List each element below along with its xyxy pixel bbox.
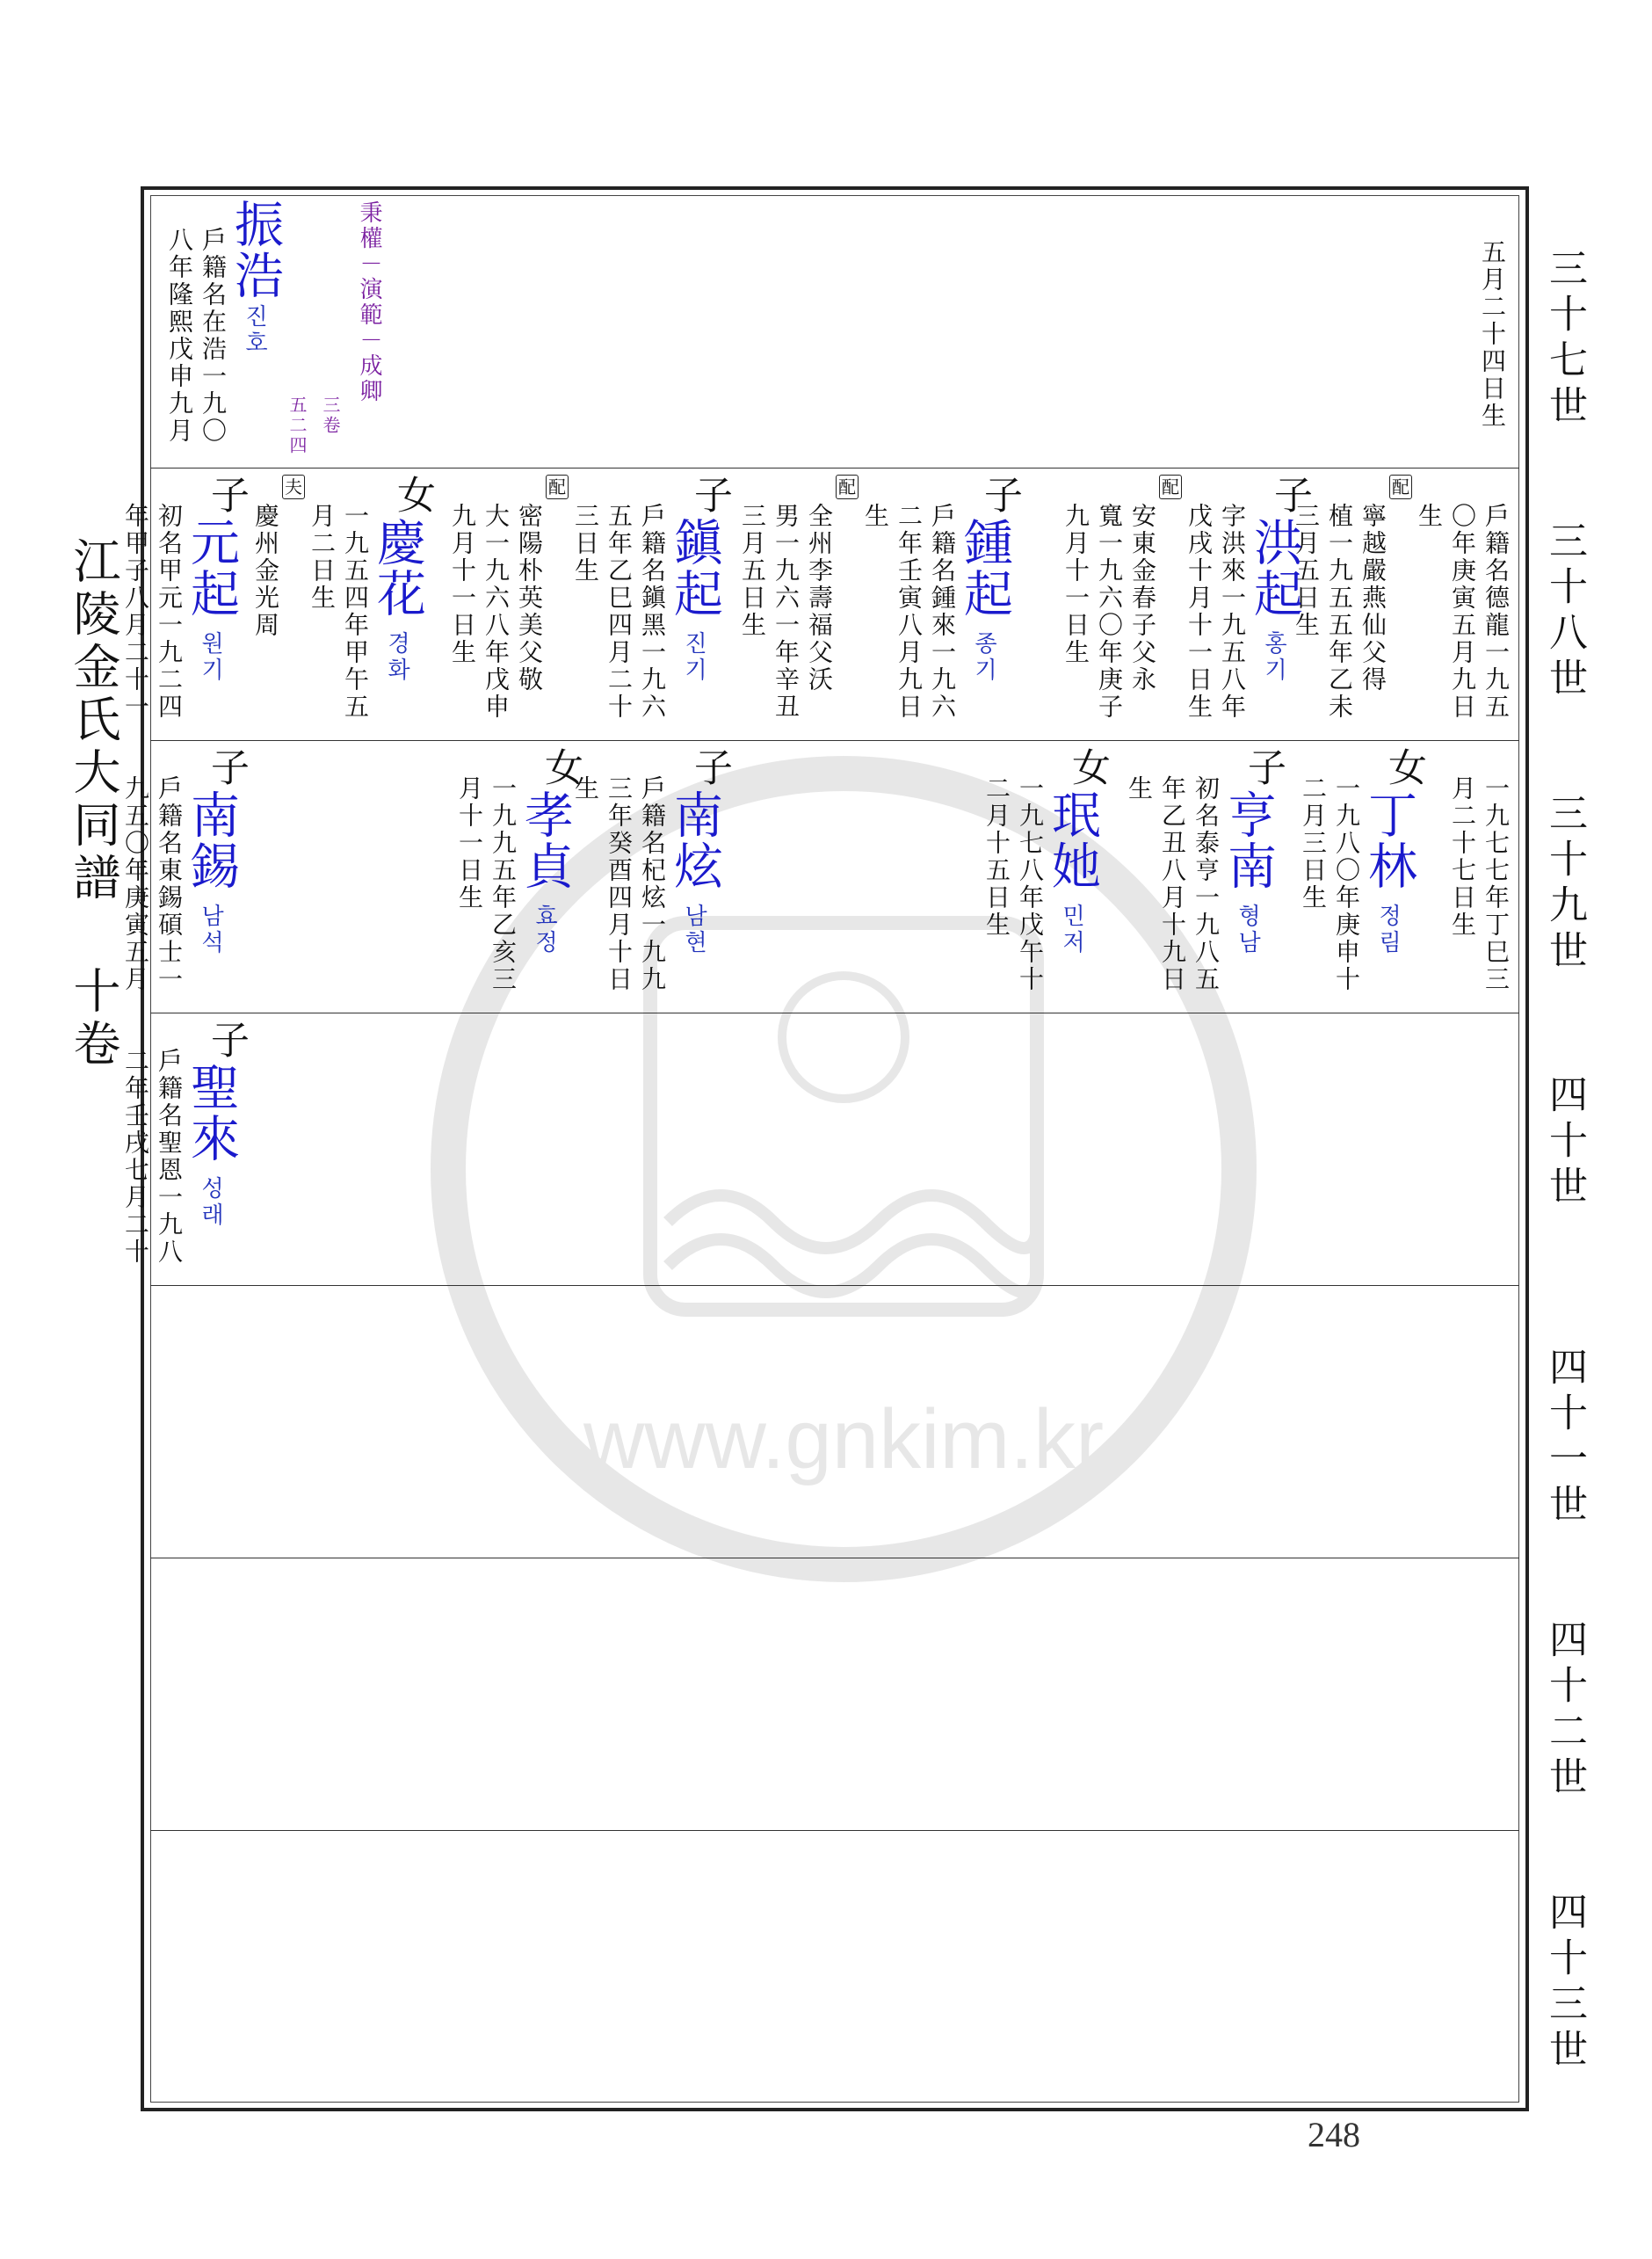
person-entry [1059, 468, 1317, 740]
record-text: 一九五四年甲午五 [341, 503, 370, 721]
relation-label: 子 [1267, 475, 1312, 513]
spouse-text: 寬一九六〇年庚子 [1095, 503, 1124, 721]
spouse-text: 大一九六八年戊申 [482, 503, 511, 721]
record-text: 戶籍名杞炫一九九 [638, 775, 667, 993]
person-name: 元起 [183, 517, 240, 619]
record-text: 字洪來一九五八年 [1218, 503, 1247, 721]
generation-label: 四十一世 [1542, 1347, 1587, 1529]
record-text: 戶籍名鍾來一九六 [928, 503, 957, 721]
relation-label: 子 [977, 475, 1022, 513]
person-name: 珉她 [1044, 789, 1101, 891]
spouse-badge: 夫 [282, 475, 305, 499]
relation-label: 女 [538, 747, 583, 786]
record-text: 戶籍名在浩一九〇 [199, 227, 228, 445]
person-entry [980, 740, 1115, 1013]
record-text: 三年癸酉四月十日 [605, 775, 634, 993]
person-name: 鍾起 [956, 517, 1013, 619]
record-text: 生 [861, 503, 890, 530]
record-text: 年乙丑八月十九日 [1158, 775, 1187, 993]
person-entry [1289, 468, 1512, 740]
record-text: 二月三日生 [1299, 775, 1328, 912]
person-name-hangul: 효정 [531, 904, 558, 956]
record-text: 九五〇年庚寅五月 [121, 775, 150, 993]
spouse-text: 植一九五五年乙未 [1325, 503, 1354, 721]
spouse-text: 三月五日生 [738, 503, 767, 639]
generation-label: 三十七世 [1542, 248, 1587, 431]
book-title: 江陵金氏大同譜 十卷 [66, 536, 121, 1071]
record-text: 生 [571, 775, 600, 803]
person-name-hangul: 민저 [1058, 904, 1085, 956]
relation-label: 子 [1241, 747, 1286, 786]
person-entry [1446, 740, 1512, 1013]
person-entry [119, 468, 254, 740]
record-text: 三日生 [571, 503, 600, 585]
record-text: 初名甲元一九二四 [155, 503, 184, 721]
spouse-text: 密陽朴英美父敬 [515, 503, 544, 694]
volume-ref: 三卷 [320, 396, 341, 436]
record-text: 戶籍名德龍一九五 [1482, 503, 1511, 721]
lineage-text: 秉權－演範－成卿 [356, 200, 382, 404]
record-text: 戶籍名鎭黑一九六 [638, 503, 667, 721]
record-text: 〇年庚寅五月九日 [1448, 503, 1477, 721]
generation-label: 四十三世 [1542, 1892, 1587, 2074]
person-name-hangul: 남현 [680, 904, 707, 956]
record-text: 一九七八年戊午十 [1016, 775, 1045, 993]
relation-label: 女 [1381, 747, 1426, 786]
person-entry [163, 195, 386, 468]
page-ref: 五二四 [286, 396, 308, 456]
relation-label: 子 [687, 747, 732, 786]
spouse-badge: 配 [546, 475, 569, 499]
record-text: 初名泰亨一九八五 [1192, 775, 1221, 993]
relation-label: 女 [1065, 747, 1110, 786]
record-text: 一九九五年乙亥三 [489, 775, 518, 993]
generation-row-40 [121, 1013, 1519, 1285]
record-text: 二月十五日生 [982, 775, 1011, 939]
record-text: 一九七七年丁巳三 [1482, 775, 1511, 993]
person-name-hangul: 성래 [197, 1176, 224, 1229]
person-name: 南錫 [183, 789, 240, 891]
person-name: 鎭起 [666, 517, 723, 619]
spouse-badge: 配 [1389, 475, 1412, 499]
generation-row-37 [150, 195, 1519, 468]
person-entry [119, 740, 254, 1013]
person-name-hangul: 홍기 [1260, 631, 1287, 684]
generation-label: 三十九世 [1542, 793, 1587, 976]
relation-label: 女 [390, 475, 435, 513]
record-text: 八年隆熙戊申九月 [165, 227, 194, 445]
watermark-text: www.gnkim.kr [583, 1392, 1105, 1486]
generation-label: 三十八世 [1542, 520, 1587, 703]
person-entry [1296, 740, 1431, 1013]
record-text: 一九八〇年庚申十 [1332, 775, 1361, 993]
record-text: 月二日生 [308, 503, 337, 612]
person-name: 南炫 [666, 789, 723, 891]
generation-row-38 [121, 468, 1519, 740]
relation-label: 子 [204, 747, 249, 786]
record-text: 戶籍名東錫碩士一 [155, 775, 184, 993]
spouse-badge: 配 [1159, 475, 1182, 499]
record-text: 年甲子八月二十一 [121, 503, 150, 721]
relation-label: 子 [204, 475, 249, 513]
relation-label: 子 [687, 475, 732, 513]
person-entry [735, 468, 1027, 740]
continued-text: 五月二十四日生 [1478, 239, 1507, 430]
person-name: 振浩 [227, 199, 284, 301]
record-text: 月十一日生 [455, 775, 484, 912]
page-number: 248 [1308, 2115, 1360, 2154]
spouse-text: 慶州金光周 [251, 503, 280, 639]
generation-row-39 [121, 740, 1519, 1013]
row-divider [150, 1830, 1519, 1831]
person-name: 聖來 [183, 1062, 240, 1164]
person-name-hangul: 원기 [197, 631, 224, 684]
generation-label: 四十世 [1542, 1074, 1587, 1211]
record-text: 五年乙巳四月二十 [605, 503, 634, 721]
person-entry [119, 1013, 254, 1285]
record-text: 二年壬戌七月二十 [121, 1048, 150, 1266]
spouse-text: 男一九六一年辛丑 [772, 503, 801, 721]
person-name: 丁林 [1360, 789, 1417, 891]
record-text: 生 [1125, 775, 1154, 803]
person-name: 孝貞 [517, 789, 574, 891]
person-name-hangul: 정림 [1374, 904, 1402, 956]
spouse-badge: 配 [836, 475, 859, 499]
person-name-hangul: 진기 [680, 631, 707, 684]
person-name-hangul: 경화 [383, 631, 410, 684]
spouse-text: 寧越嚴燕仙父得 [1359, 503, 1388, 694]
person-name-hangul: 형남 [1234, 904, 1261, 956]
spouse-text: 九月十一日生 [448, 503, 477, 666]
spouse-text: 全州李壽福父沃 [805, 503, 834, 694]
relation-label: 子 [204, 1020, 249, 1058]
person-name: 亨南 [1220, 789, 1277, 891]
person-entry [249, 468, 440, 740]
record-text: 生 [1415, 503, 1444, 530]
spouse-text: 九月十一日生 [1061, 503, 1090, 666]
person-name-hangul: 종기 [970, 631, 997, 684]
person-entry [446, 468, 737, 740]
generation-label: 四十二世 [1542, 1619, 1587, 1802]
record-text: 戊戌十月十一日生 [1185, 503, 1214, 721]
person-name: 慶花 [369, 517, 426, 619]
row-divider [150, 1285, 1519, 1286]
record-text: 月二十七日生 [1448, 775, 1477, 939]
person-entry [453, 740, 588, 1013]
person-entry [569, 740, 737, 1013]
person-entry [1122, 740, 1291, 1013]
person-name: 洪起 [1246, 517, 1303, 619]
person-name-hangul: 남석 [197, 904, 224, 956]
spouse-text: 安東金春子父永 [1128, 503, 1157, 694]
record-text: 戶籍名聖恩一九八 [155, 1048, 184, 1266]
person-name-hangul: 진호 [241, 304, 268, 357]
spouse-text: 三月五日生 [1292, 503, 1321, 639]
record-text: 二年壬寅八月九日 [895, 503, 924, 721]
